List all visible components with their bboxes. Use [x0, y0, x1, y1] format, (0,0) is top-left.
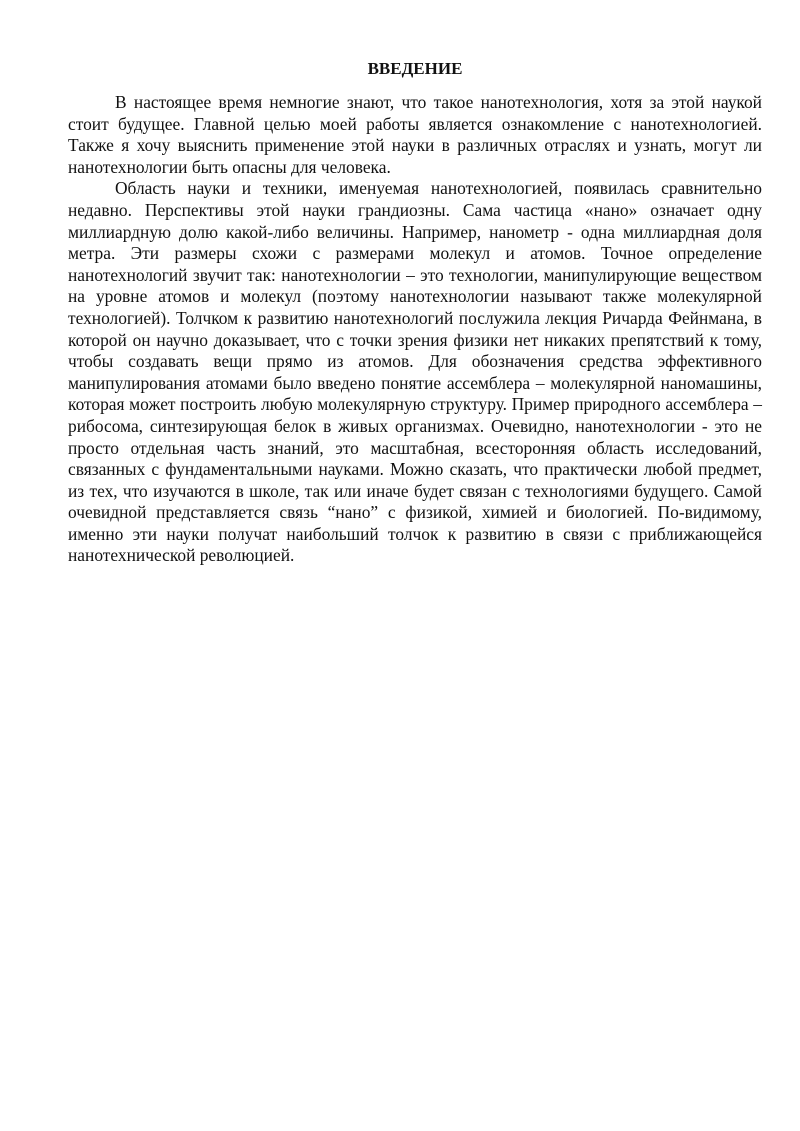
page-title: ВВЕДЕНИЕ [367, 59, 463, 78]
paragraph-intro: В настоящее время немногие знают, что такое нанотехнология, хотя за этой наукой стоит будущее. Главной целью моей работы является ознакомление с нанотехнологией. Также я хочу выяснить применение этой науки в различных отраслях и узнать, могут ли нанотехнологии быть опасны для человека. [68, 92, 762, 177]
document-body [68, 58, 762, 567]
paragraph-nanotech-field: Область науки и техники, именуемая нанотехнологией, появилась сравнительно недавно. Перспективы этой науки грандиозны. Сама частица «нано» означает одну миллиардную долю какой-либо величины. Например, нанометр - одна миллиардная доля метра. Эти размеры схожи с размерами молекул и атомов. Точное определение нанотехнологий звучит так: нанотехнологии – это технологии, манипулирующие веществом на уровне атомов и молекул (поэтому нанотехнологии называют также молекулярной технологией). Толчком к развитию нанотехнологий послужила лекция Ричарда Фейнмана, в которой он научно доказывает, что с точки зрения физики нет никаких препятствий к тому, чтобы создавать вещи прямо из атомов. Для обозначения средства эффективного манипулирования атомами было введено понятие ассемблера – молекулярной наномашины, которая может построить любую молекулярную структуру. Пример природного ассемблера – рибосома, синтезирующая белок в живых организмах. Очевидно, нанотехнологии - это не просто отдельная часть знаний, это масштабная, всесторонняя область исследований, связанных с фундаментальными науками. Можно сказать, что практически любой предмет, из тех, что изучаются в школе, так или иначе будет связан с технологиями будущего. Самой очевидной представляется связь “нано” с физикой, химией и биологией. По-видимому, именно эти науки получат наибольший толчок к развитию в связи с приближающейся нанотехнической революцией. [68, 178, 762, 566]
